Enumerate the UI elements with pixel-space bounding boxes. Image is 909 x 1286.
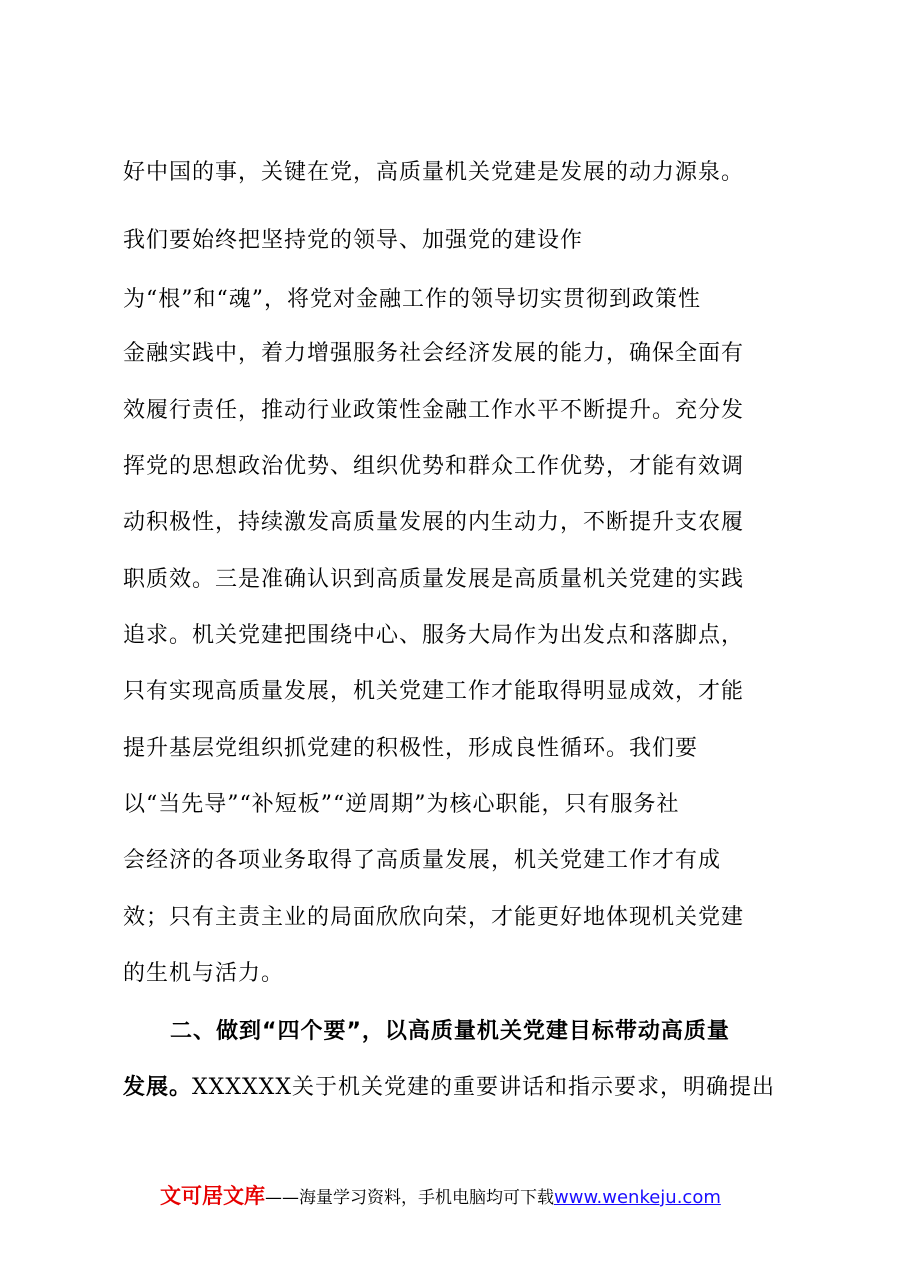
body-text-line: 为“根”和“魂”，将党对金融工作的领导切实贯彻到政策性 xyxy=(123,287,701,312)
body-text-line: 提升基层党组织抓党建的积极性，形成良性循环。我们要 xyxy=(123,736,699,761)
section-heading-continuation xyxy=(123,1073,775,1103)
body-text-line: 追求。机关党建把围绕中心、服务大局作为出发点和落脚点， xyxy=(123,623,745,648)
body-text-span: XXXXXX关于机关党建的重要讲话和指示要求，明确提出 xyxy=(192,1075,775,1100)
footer-tagline: ——海量学习资料，手机电脑均可下载 xyxy=(265,1188,554,1208)
body-text-line: 职质效。三是准确认识到高质量发展是高质量机关党建的实践 xyxy=(123,567,745,592)
footer-banner xyxy=(160,1183,721,1211)
body-text-line: 会经济的各项业务取得了高质量发展，机关党建工作才有成 xyxy=(123,848,722,873)
footer-brand: 文可居文库 xyxy=(160,1184,265,1208)
body-text-line: 的生机与活力。 xyxy=(123,961,285,986)
body-text-line: 动积极性，持续激发高质量发展的内生动力，不断提升支农履 xyxy=(123,510,745,535)
body-text-line: 效履行责任，推动行业政策性金融工作水平不断提升。充分发 xyxy=(123,398,745,423)
body-text-line: 效；只有主责主业的局面欣欣向荣，才能更好地体现机关党建 xyxy=(123,905,745,930)
body-text-line: 只有实现高质量发展，机关党建工作才能取得明显成效，才能 xyxy=(123,679,745,704)
body-text-line: 以“当先导”“补短板”“逆周期”为核心职能，只有服务社 xyxy=(123,792,680,817)
body-text-line: 挥党的思想政治优势、组织优势和群众工作优势，才能有效调 xyxy=(123,454,745,479)
section-heading-end: 发展。 xyxy=(123,1075,193,1100)
body-text-line: 我们要始终把坚持党的领导、加强党的建设作 xyxy=(123,228,584,253)
section-heading: 二、做到“四个要”，以高质量机关党建目标带动高质量 xyxy=(170,1019,730,1044)
body-text-line: 金融实践中，着力增强服务社会经济发展的能力，确保全面有 xyxy=(123,341,745,366)
body-text-line: 好中国的事，关键在党，高质量机关党建是发展的动力源泉。 xyxy=(123,160,745,185)
footer-url-link[interactable]: www.wenkeju.com xyxy=(554,1187,721,1208)
